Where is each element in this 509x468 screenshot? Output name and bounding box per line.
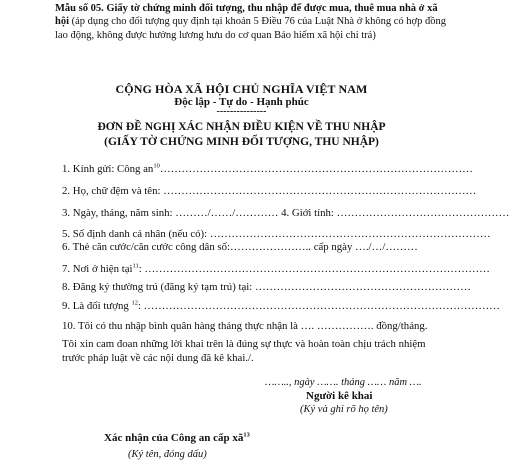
field-fill: : …………………………………………………………………………………… <box>138 263 490 275</box>
field-id-card <box>62 241 442 254</box>
field-label: 5. Số định danh cá nhân (nếu có): <box>62 228 208 240</box>
field-personal-id <box>62 228 491 241</box>
signer-note: (Ký và ghi rõ họ tên) <box>300 404 388 415</box>
nation-heading: CỘNG HÒA XÃ HỘI CHỦ NGHĨA VIỆT NAM <box>115 82 368 96</box>
field-label: 2. Họ, chữ đệm và tên: <box>62 185 161 197</box>
field-label: 6. Thẻ căn cước/căn cước công dân số:………………….. cấp ngày …./…/……… <box>62 241 418 253</box>
form-header <box>55 2 451 42</box>
field-fill: …………………………………………………… <box>254 281 471 293</box>
signer-title: Người kê khai <box>306 390 373 402</box>
date-line: …….., ngày ……. tháng …… năm …. <box>265 377 422 388</box>
divider: --------------- <box>216 106 267 117</box>
field-beneficiary-type <box>62 299 500 313</box>
field-fill: …………………………………………………………………………… <box>163 185 477 197</box>
footnote-ref: 13 <box>243 431 250 439</box>
field-recipient <box>62 162 473 176</box>
field-label: 3. Ngày, tháng, năm sinh: ………/……/………… 4. Giới tính: <box>62 207 334 219</box>
motto: Độc lập - Tự do - Hạnh phúc <box>174 96 309 108</box>
field-label: 8. Đăng ký thường trú (đăng ký tạm trú) tại: <box>62 281 253 293</box>
field-label: 9. Là đối tượng <box>62 300 129 312</box>
form-label: Mẫu số 05. Giấy tờ chứng minh đối tượng, thu nhập để được mua, thuê mua nhà ở xã hội <box>55 3 438 28</box>
field-fill: : ……………………………………………………………………………………… <box>137 300 500 312</box>
field-label: 7. Nơi ở hiện tại <box>62 263 133 275</box>
footnote-ref: 10 <box>153 162 160 170</box>
field-fill: ………………………………………… <box>336 207 509 219</box>
confirmation-label: Xác nhận của Công an cấp xã <box>104 432 244 444</box>
field-fill: …………………………………………………………………………… <box>159 163 473 175</box>
field-birth-gender <box>62 207 509 220</box>
pledge-text: Tôi xin cam đoan những lời khai trên là đúng sự thực và hoàn toàn chịu trách nhiệm trước pháp luật về các nội dung đã kê khai./. <box>62 338 426 364</box>
confirmation-note: (Ký tên, đóng dấu) <box>128 449 207 460</box>
footnote-ref: 11 <box>132 262 139 270</box>
field-fill: …………………………………………………………………… <box>209 228 491 240</box>
form-note: (áp dụng cho đối tượng quy định tại khoản 5 Điều 76 của Luật Nhà ở không có hợp đồng lao động, không được hưởng lương hưu do cơ quan Bảo hiểm xã hội chi trả) <box>55 16 446 41</box>
field-registered-address <box>62 281 471 294</box>
field-current-residence <box>62 262 490 276</box>
field-label: 10. Tôi có thu nhập bình quân hàng tháng thực nhận là …. ……………. đồng/tháng. <box>62 320 428 332</box>
field-full-name <box>62 185 477 198</box>
field-label: 1. Kính gửi: Công an <box>62 163 154 175</box>
footnote-ref: 12 <box>131 299 138 307</box>
field-monthly-income <box>62 320 442 333</box>
document-subtitle: (GIẤY TỜ CHỨNG MINH ĐỐI TƯỢNG, THU NHẬP) <box>104 136 379 148</box>
document-title: ĐƠN ĐỀ NGHỊ XÁC NHẬN ĐIỀU KIỆN VỀ THU NHẬP <box>97 121 386 133</box>
confirmation-title <box>104 432 250 444</box>
